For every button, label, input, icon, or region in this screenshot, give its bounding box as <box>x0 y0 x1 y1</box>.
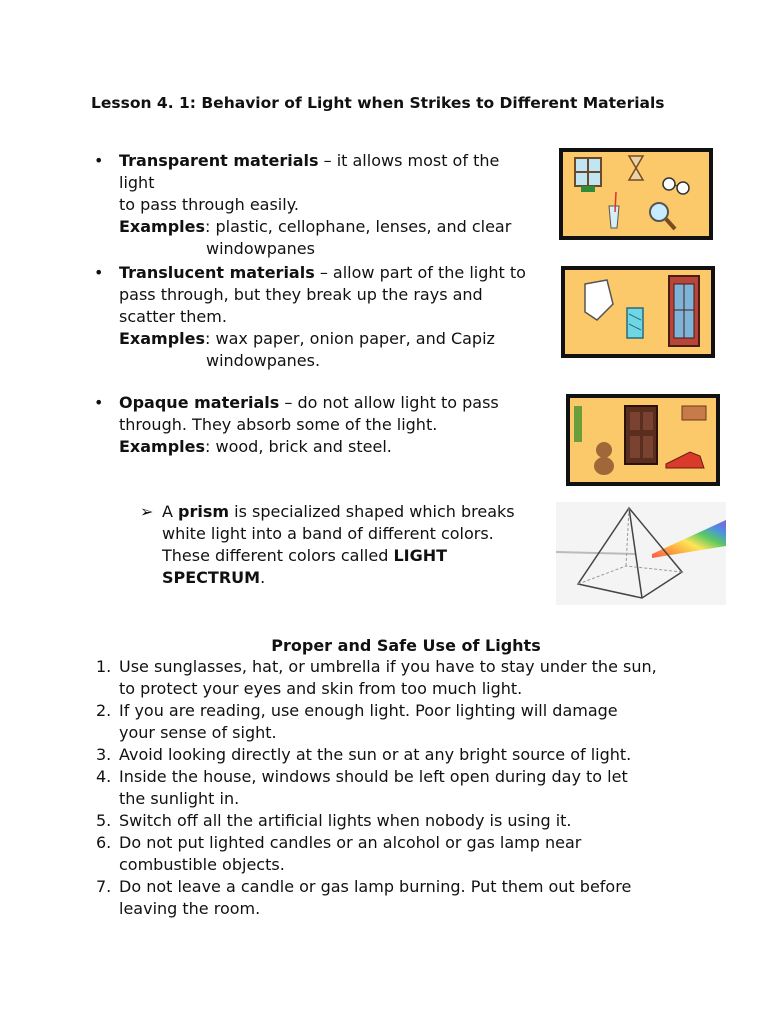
spectrum-term: SPECTRUM <box>162 568 261 587</box>
bullet-opaque <box>94 392 534 458</box>
list-item <box>96 832 672 876</box>
bullet-transparent <box>94 150 534 260</box>
list-item <box>96 744 672 766</box>
prism-image <box>556 502 726 605</box>
list-item <box>96 876 672 920</box>
list-text: combustible objects. <box>119 855 285 874</box>
list-text: your sense of sight. <box>119 723 277 742</box>
list-item <box>96 656 672 700</box>
prism-term: prism <box>178 502 230 521</box>
term-opaque: Opaque materials <box>119 393 280 412</box>
bullet-dot: • <box>94 393 104 412</box>
prism-text: white light into a band of different colors. <box>162 524 494 543</box>
lesson-title: Lesson 4. 1: Behavior of Light when Strikes to Different Materials <box>91 94 665 112</box>
list-number: 3. <box>96 745 112 764</box>
bullet-text: – it allows most of the light <box>119 151 500 192</box>
bullet-text: – allow part of the light to <box>314 263 526 282</box>
list-number: 7. <box>96 877 112 896</box>
bullet-text: to pass through easily. <box>119 195 299 214</box>
examples-label: Examples <box>119 329 206 348</box>
opaque-objects-image <box>566 394 720 486</box>
list-number: 6. <box>96 833 112 852</box>
list-item <box>96 766 672 810</box>
prism-text: A <box>162 502 179 521</box>
prism-text: These different colors called <box>162 546 394 565</box>
list-text: leaving the room. <box>119 899 261 918</box>
arrow-bullet-icon: ➢ <box>140 502 154 521</box>
list-text: If you are reading, use enough light. Poor lighting will damage <box>119 701 618 720</box>
examples-text: windowpanes <box>206 239 315 258</box>
bullet-translucent <box>94 262 534 372</box>
examples-text: windowpanes. <box>206 351 321 370</box>
list-text: Inside the house, windows should be left open during day to let <box>119 767 628 786</box>
examples-label: Examples <box>119 217 206 236</box>
prism-paragraph <box>140 501 540 589</box>
examples-text: : wax paper, onion paper, and Capiz <box>205 329 495 348</box>
list-text: Do not put lighted candles or an alcohol or gas lamp near <box>119 833 582 852</box>
bullet-text: – do not allow light to pass <box>279 393 499 412</box>
examples-label: Examples <box>119 437 206 456</box>
list-text: Avoid looking directly at the sun or at any bright source of light. <box>119 745 632 764</box>
list-text: Switch off all the artificial lights when nobody is using it. <box>119 811 572 830</box>
prism-text: . <box>260 568 266 587</box>
list-number: 2. <box>96 701 112 720</box>
bullet-text: pass through, but they break up the rays and <box>119 285 483 304</box>
bullet-dot: • <box>94 263 104 282</box>
light-term: LIGHT <box>393 546 448 565</box>
list-text: Do not leave a candle or gas lamp burning. Put them out before <box>119 877 632 896</box>
list-number: 4. <box>96 767 112 786</box>
bullet-dot: • <box>94 151 104 170</box>
list-text: to protect your eyes and skin from too much light. <box>119 679 523 698</box>
list-text: Use sunglasses, hat, or umbrella if you have to stay under the sun, <box>119 657 657 676</box>
list-number: 1. <box>96 657 112 676</box>
term-translucent: Translucent materials <box>119 263 315 282</box>
examples-text: : wood, brick and steel. <box>205 437 392 456</box>
section-heading: Proper and Safe Use of Lights <box>271 636 541 655</box>
translucent-objects-image <box>561 266 715 358</box>
examples-text: : plastic, cellophane, lenses, and clear <box>205 217 512 236</box>
safety-list <box>96 656 672 920</box>
list-item <box>96 700 672 744</box>
list-item <box>96 810 672 832</box>
list-number: 5. <box>96 811 112 830</box>
list-text: the sunlight in. <box>119 789 240 808</box>
bullet-text: scatter them. <box>119 307 227 326</box>
transparent-objects-image <box>559 148 713 240</box>
prism-text: is specialized shaped which breaks <box>229 502 515 521</box>
term-transparent: Transparent materials <box>119 151 319 170</box>
bullet-text: through. They absorb some of the light. <box>119 415 438 434</box>
